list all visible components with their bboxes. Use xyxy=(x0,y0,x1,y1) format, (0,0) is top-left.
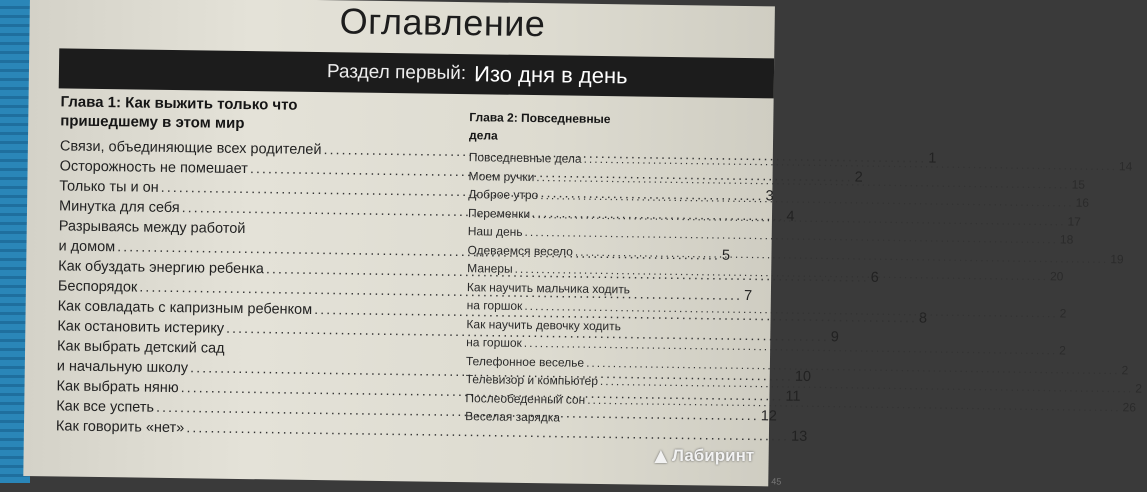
toc-entry-page: 13 xyxy=(790,428,808,445)
toc-entry-page: 3 xyxy=(765,188,774,205)
toc-entry-title: Беспорядок xyxy=(57,278,138,296)
toc-entry-page: 2 xyxy=(854,169,863,186)
toc-entry-title: Как все успеть xyxy=(56,398,155,416)
toc-entry-title: Минутка для себя xyxy=(58,198,180,217)
section-name: Изо дня в день xyxy=(473,61,628,89)
toc-entry-title: Как выбрать няню xyxy=(56,378,179,397)
toc-entry-title: Разрываясь между работой xyxy=(58,218,246,238)
toc-entry-page: 16 xyxy=(1075,195,1090,210)
page-title: Оглавление xyxy=(339,0,546,45)
toc-entry-title: Повседневные дела xyxy=(468,150,582,166)
toc-entry-title: Моем ручки xyxy=(468,168,535,184)
toc-entry-title: Как остановить истерику xyxy=(57,318,225,337)
toc-entry-title: Как говорить «нет» xyxy=(55,418,185,437)
toc-entry-title: Веселая зарядка xyxy=(465,409,561,425)
toc-entry-page: 26 xyxy=(1122,399,1137,414)
toc-entry-title: Как научить девочку ходить xyxy=(466,316,622,333)
toc-entry-title: Осторожность не помешает xyxy=(59,158,248,178)
toc-entry-title: Доброе утро xyxy=(468,187,539,203)
toc-entry-page: 12 xyxy=(760,408,778,425)
toc-entry-page: 11 xyxy=(785,388,801,405)
toc-entry-page: 9 xyxy=(830,329,840,346)
toc-entry-title: Телефонное веселье xyxy=(465,353,585,370)
toc-entry-title: на горшок xyxy=(466,335,522,350)
toc-entry-page: 15 xyxy=(1071,177,1086,192)
section-header xyxy=(59,48,774,98)
toc-entry-page: 10 xyxy=(794,368,812,385)
toc-entry-title: Как выбрать детский сад xyxy=(56,338,225,357)
toc-entry-page: 14 xyxy=(1118,159,1133,174)
toc-entry-page: 5 xyxy=(721,247,731,264)
toc-entry-page: 2 xyxy=(1135,381,1143,396)
toc-entry-title: Одеваемся весело xyxy=(467,242,574,259)
section-label: Раздел первый: xyxy=(326,61,467,85)
toc-entry-title: Как обуздать энергию ребенка xyxy=(58,258,265,278)
toc-entry-title: и начальную школу xyxy=(56,358,189,377)
chapter-1-title: Глава 1: Как выжить только что пришедшему в этом мир xyxy=(60,93,298,133)
toc-entry-page: 2 xyxy=(1059,343,1066,358)
labirint-logo-icon: ▲ xyxy=(650,443,672,468)
toc-entry-title: Телевизор и компьютер xyxy=(465,372,599,388)
toc-entry-title: Связи, объединяющие всех родителей xyxy=(59,138,322,159)
toc-entry-title: Послеобеденный сон xyxy=(465,390,586,407)
toc-entry-page: 7 xyxy=(744,288,753,305)
toc-entry-title: Как научить мальчика ходить xyxy=(466,279,631,296)
toc-entry-page: 8 xyxy=(918,310,928,327)
toc-entry-page: 6 xyxy=(870,269,879,286)
toc-entry-page: 19 xyxy=(1110,251,1124,266)
toc-entry-page: 1 xyxy=(928,150,937,167)
toc-entry-title: Только ты и он xyxy=(59,178,159,196)
toc-entry-title: Переменки xyxy=(467,205,531,221)
toc-entry-title: на горшок xyxy=(466,298,523,313)
toc-entry-title: Манеры xyxy=(467,261,513,276)
toc-entry-page: 17 xyxy=(1067,214,1081,229)
toc-entry-title: Как совладать с капризным ребенком xyxy=(57,298,313,318)
toc-entry-page: 20 xyxy=(1049,269,1064,284)
labirint-watermark: ▲ Лабиринт xyxy=(650,443,755,468)
toc-entry-title: Наш день xyxy=(467,224,523,239)
toc-entry-page: 2 xyxy=(1059,306,1067,321)
toc-entry-title: и домом xyxy=(58,238,116,256)
toc-entry-page: 18 xyxy=(1059,232,1074,247)
page-number: 45 xyxy=(771,476,782,487)
chapter-2-title: Глава 2: Повседневные дела xyxy=(469,110,611,143)
toc-entry-page: 2 xyxy=(1121,362,1129,377)
book-page xyxy=(23,0,1143,487)
toc-entry-page: 4 xyxy=(786,208,795,225)
